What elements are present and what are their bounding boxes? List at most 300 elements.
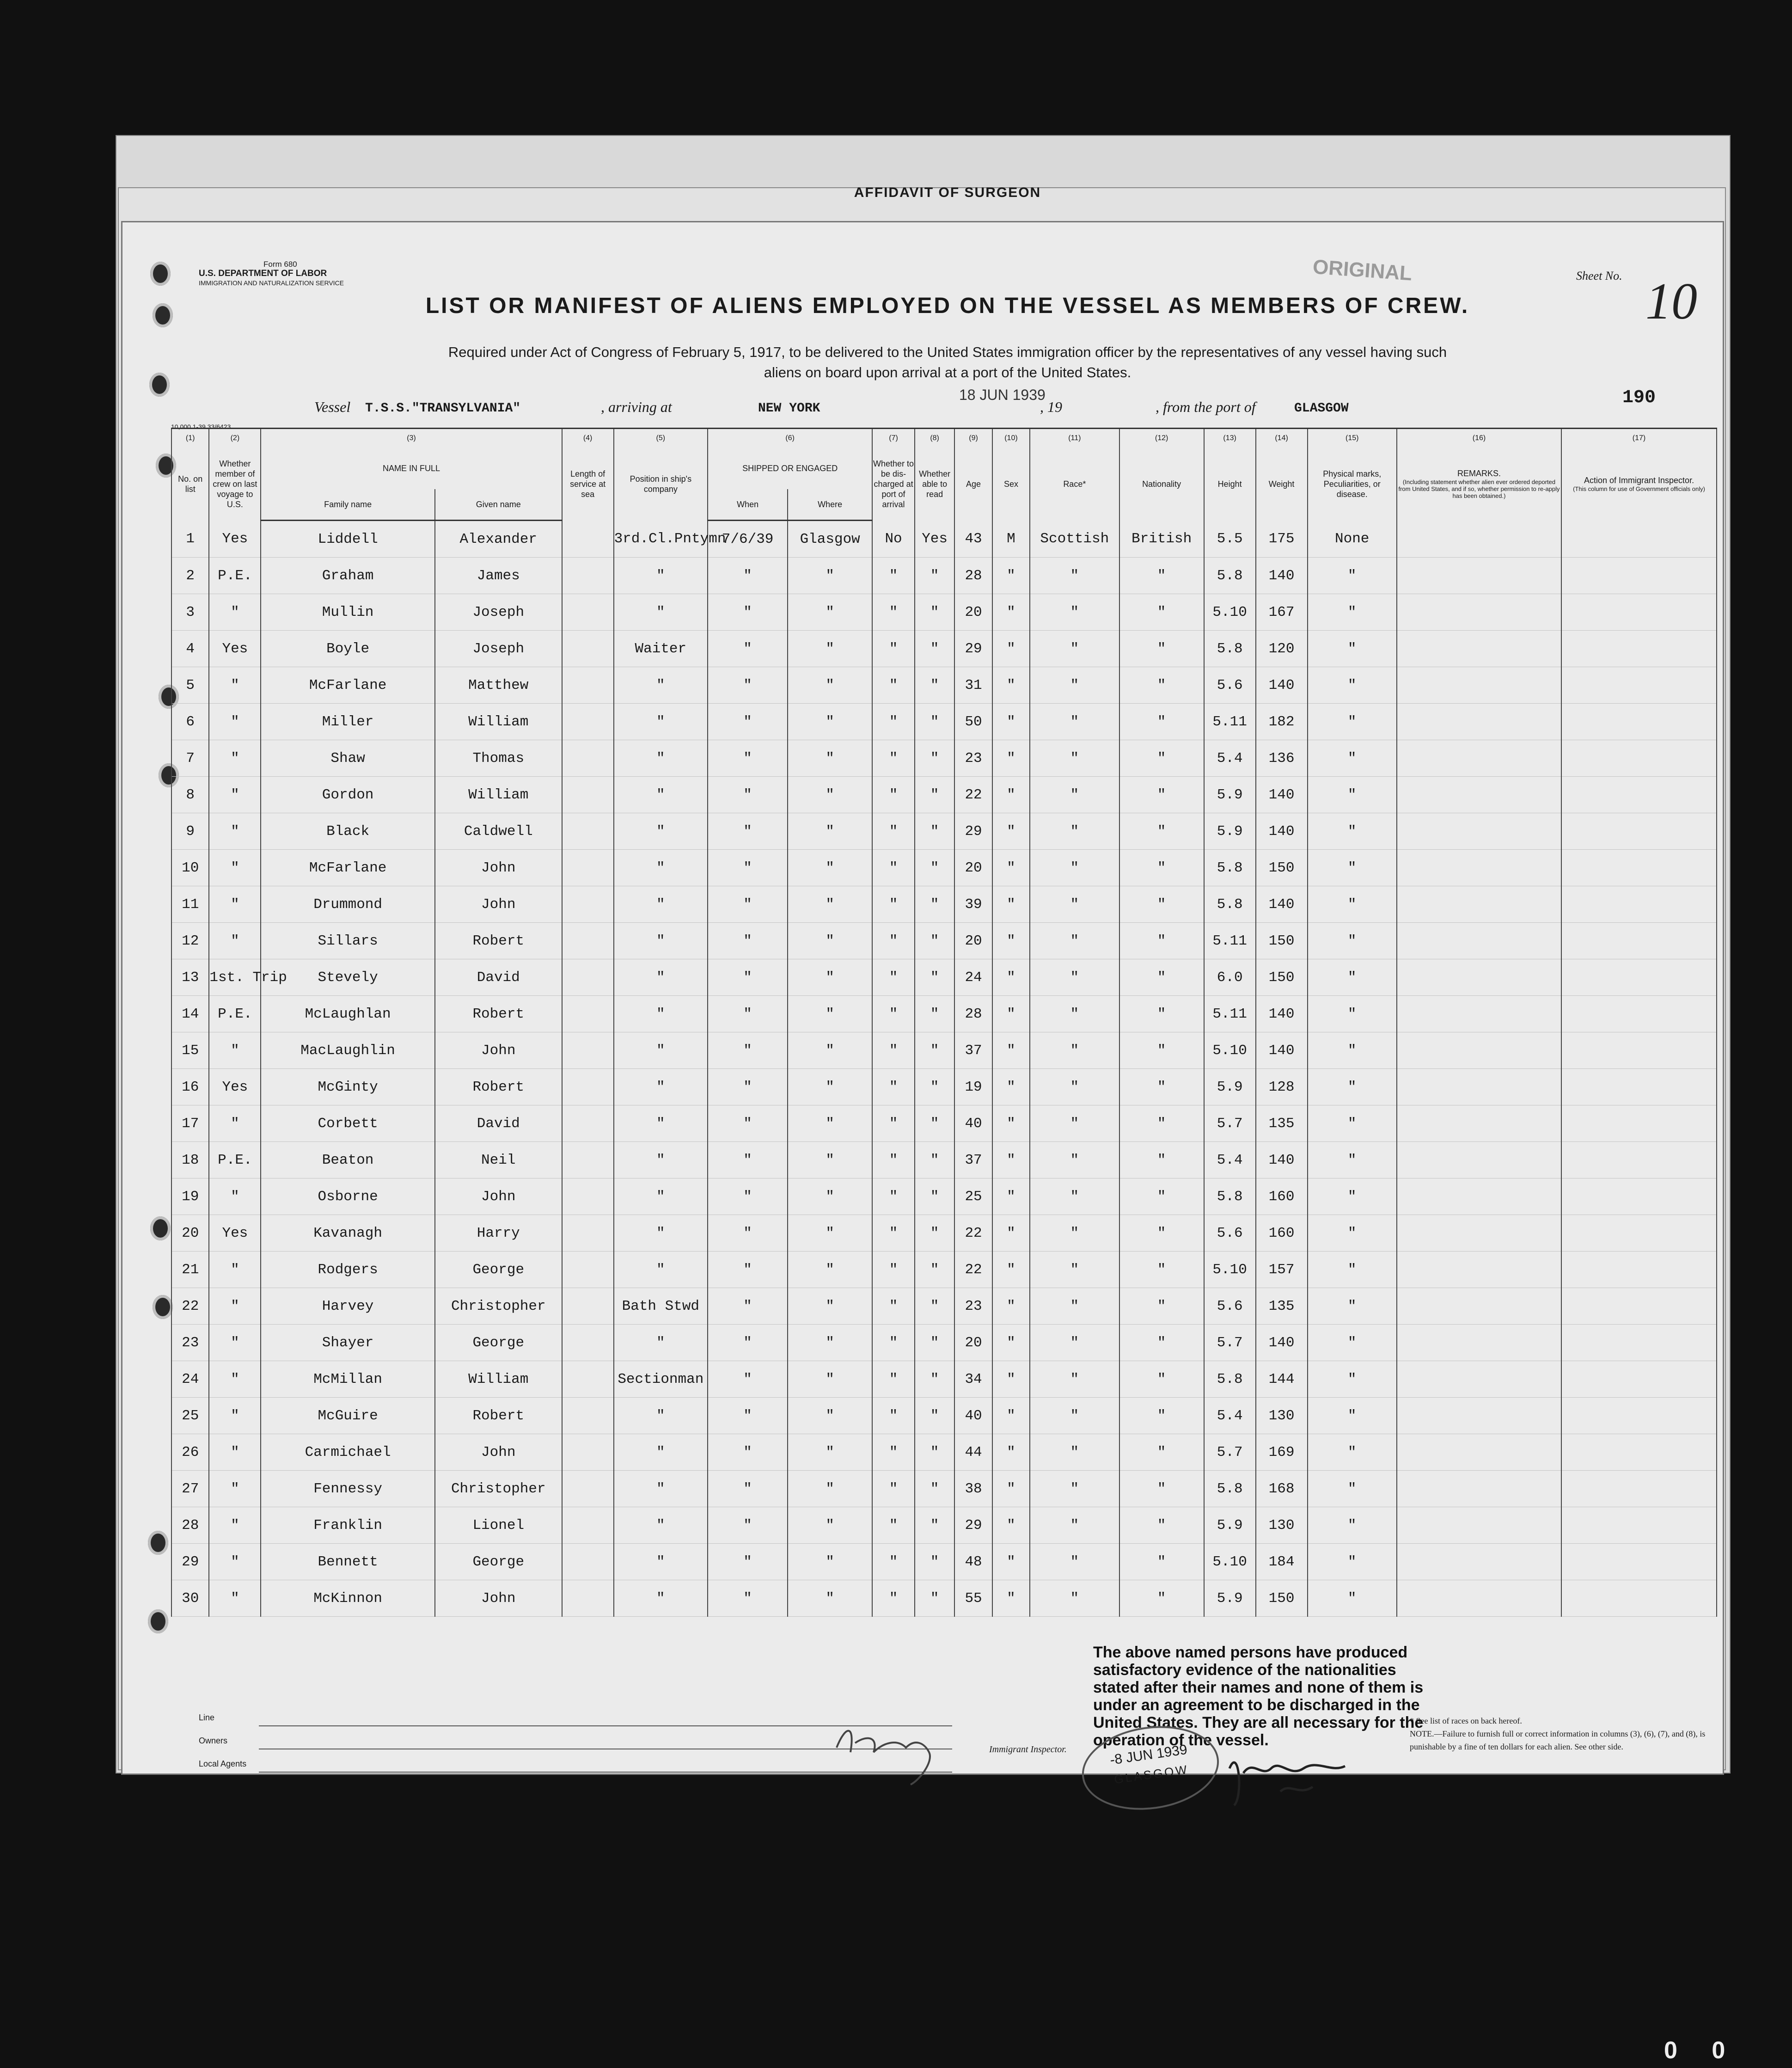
cell-voyage: " (209, 1471, 261, 1507)
cell-age: 23 (954, 740, 992, 777)
cell-no: 7 (171, 740, 209, 777)
cell-when: " (708, 1325, 788, 1361)
cell-when: " (708, 558, 788, 594)
cell-service (562, 1398, 614, 1434)
cell-voyage: " (209, 740, 261, 777)
cell-weight: 140 (1256, 667, 1308, 704)
cell-remarks (1397, 1507, 1561, 1544)
cell-no: 27 (171, 1471, 209, 1507)
cell-race: " (1030, 1252, 1119, 1288)
vessel-line (314, 399, 1701, 422)
cell-read: " (915, 704, 955, 740)
binder-hole (153, 1295, 173, 1319)
cell-height: 5.6 (1204, 1288, 1256, 1325)
cell-no: 20 (171, 1215, 209, 1252)
cell-sex: " (992, 850, 1030, 886)
inspector-label: Immigrant Inspector. (989, 1744, 1067, 1755)
cell-family: McKinnon (261, 1580, 435, 1617)
cell-when: " (708, 850, 788, 886)
cell-position: " (614, 1471, 708, 1507)
cell-read: " (915, 1288, 955, 1325)
cell-race: " (1030, 1105, 1119, 1142)
cell-read: " (915, 1434, 955, 1471)
cell-remarks (1397, 777, 1561, 813)
cell-family: Kavanagh (261, 1215, 435, 1252)
cell-marks: None (1308, 521, 1397, 558)
cell-voyage: Yes (209, 1069, 261, 1105)
cell-action (1561, 667, 1717, 704)
cell-where: " (788, 1471, 872, 1507)
header-age: Age (954, 448, 992, 521)
cell-family: Black (261, 813, 435, 850)
cell-when: " (708, 704, 788, 740)
column-heading-row (171, 448, 1717, 489)
cell-height: 5.6 (1204, 667, 1256, 704)
cell-no: 24 (171, 1361, 209, 1398)
cell-where: " (788, 1252, 872, 1288)
header-able-read: Whether able to read (915, 448, 955, 521)
cell-disch: " (872, 1105, 915, 1142)
cell-height: 5.8 (1204, 850, 1256, 886)
table-row (171, 1142, 1717, 1178)
cell-weight: 136 (1256, 740, 1308, 777)
cell-position: " (614, 850, 708, 886)
cell-age: 22 (954, 1215, 992, 1252)
cell-weight: 150 (1256, 923, 1308, 959)
cell-remarks (1397, 704, 1561, 740)
cell-age: 31 (954, 667, 992, 704)
cell-sex: " (992, 1178, 1030, 1215)
cell-height: 5.4 (1204, 1142, 1256, 1178)
cell-disch: " (872, 1544, 915, 1580)
cell-age: 25 (954, 1178, 992, 1215)
cell-family: McFarlane (261, 850, 435, 886)
cell-when: " (708, 1142, 788, 1178)
cell-given: John (435, 886, 562, 923)
cell-disch: " (872, 1069, 915, 1105)
cell-race: " (1030, 704, 1119, 740)
cell-family: Miller (261, 704, 435, 740)
header-remarks (1397, 448, 1561, 521)
column-number: (9) (954, 429, 992, 448)
cell-height: 5.10 (1204, 1032, 1256, 1069)
binder-hole (150, 262, 171, 286)
cell-voyage: " (209, 667, 261, 704)
column-number: (7) (872, 429, 915, 448)
cell-height: 5.10 (1204, 594, 1256, 631)
cell-marks: " (1308, 886, 1397, 923)
cell-disch: " (872, 850, 915, 886)
cell-voyage: P.E. (209, 1142, 261, 1178)
cell-no: 8 (171, 777, 209, 813)
affidavit-heading: AFFIDAVIT OF SURGEON (854, 185, 1041, 200)
cell-service (562, 1325, 614, 1361)
cell-read: " (915, 1069, 955, 1105)
column-number: (8) (915, 429, 955, 448)
cell-read: " (915, 1178, 955, 1215)
cell-race: " (1030, 1361, 1119, 1398)
cell-action (1561, 1361, 1717, 1398)
cell-sex: " (992, 1398, 1030, 1434)
cell-service (562, 1507, 614, 1544)
cell-read: " (915, 1105, 955, 1142)
cell-action (1561, 1398, 1717, 1434)
cell-no: 14 (171, 996, 209, 1032)
cell-age: 37 (954, 1142, 992, 1178)
column-number: (14) (1256, 429, 1308, 448)
table-row (171, 1471, 1717, 1507)
cell-weight: 175 (1256, 521, 1308, 558)
cell-height: 5.8 (1204, 886, 1256, 923)
cell-service (562, 1178, 614, 1215)
cell-position: " (614, 1105, 708, 1142)
cell-remarks (1397, 959, 1561, 996)
cell-disch: " (872, 1288, 915, 1325)
cell-family: Carmichael (261, 1434, 435, 1471)
cell-where: " (788, 1178, 872, 1215)
cell-where: " (788, 558, 872, 594)
cell-weight: 140 (1256, 886, 1308, 923)
cell-position: " (614, 1325, 708, 1361)
cell-service (562, 959, 614, 996)
cell-action (1561, 558, 1717, 594)
cell-age: 39 (954, 886, 992, 923)
cell-service (562, 1471, 614, 1507)
cell-when: " (708, 1215, 788, 1252)
cell-disch: " (872, 959, 915, 996)
header-race: Race* (1030, 448, 1119, 521)
cell-service (562, 1361, 614, 1398)
cell-height: 5.11 (1204, 923, 1256, 959)
binder-hole (153, 303, 173, 327)
cell-sex: " (992, 1507, 1030, 1544)
cell-given: John (435, 1434, 562, 1471)
cell-action (1561, 1507, 1717, 1544)
cell-no: 28 (171, 1507, 209, 1544)
cell-position: " (614, 594, 708, 631)
cell-height: 5.7 (1204, 1105, 1256, 1142)
remarks-title: REMARKS. (1457, 469, 1501, 479)
cell-sex: " (992, 886, 1030, 923)
cell-height: 5.8 (1204, 631, 1256, 667)
cell-family: MacLaughlin (261, 1032, 435, 1069)
cell-when: " (708, 923, 788, 959)
binder-hole (148, 1609, 168, 1633)
cell-marks: " (1308, 1069, 1397, 1105)
cell-nat: " (1119, 1434, 1204, 1471)
cell-where: " (788, 813, 872, 850)
cell-where: " (788, 1434, 872, 1471)
cell-where: " (788, 1142, 872, 1178)
cell-nat: " (1119, 667, 1204, 704)
cell-when: " (708, 740, 788, 777)
cell-age: 28 (954, 558, 992, 594)
cell-service (562, 850, 614, 886)
cell-when: " (708, 1178, 788, 1215)
department-name: U.S. DEPARTMENT OF LABOR (199, 269, 327, 278)
cell-service (562, 594, 614, 631)
cell-service (562, 1105, 614, 1142)
cell-no: 15 (171, 1032, 209, 1069)
cell-family: Drummond (261, 886, 435, 923)
cell-race: " (1030, 850, 1119, 886)
cell-weight: 150 (1256, 850, 1308, 886)
cell-sex: " (992, 1434, 1030, 1471)
cell-race: " (1030, 1215, 1119, 1252)
cell-voyage: " (209, 813, 261, 850)
cell-age: 20 (954, 850, 992, 886)
cell-no: 17 (171, 1105, 209, 1142)
cell-when: " (708, 1398, 788, 1434)
subtitle-line-1: Required under Act of Congress of February 5, 1917, to be delivered to the United States immigration officer by the representatives of any vessel having such (448, 344, 1447, 360)
cell-action (1561, 959, 1717, 996)
cell-race: " (1030, 1471, 1119, 1507)
binder-hole (148, 1531, 168, 1555)
cell-nat: " (1119, 777, 1204, 813)
cell-read: " (915, 1032, 955, 1069)
cell-read: " (915, 1507, 955, 1544)
cell-nat: " (1119, 1288, 1204, 1325)
cell-read: " (915, 1142, 955, 1178)
cell-read: " (915, 1398, 955, 1434)
cell-disch: " (872, 1252, 915, 1288)
cell-nat: " (1119, 740, 1204, 777)
cell-where: " (788, 1032, 872, 1069)
cell-no: 6 (171, 704, 209, 740)
binder-hole (150, 1216, 171, 1240)
cell-where: " (788, 1105, 872, 1142)
cell-given: George (435, 1325, 562, 1361)
cell-service (562, 704, 614, 740)
cell-service (562, 1580, 614, 1617)
column-number: (12) (1119, 429, 1204, 448)
cell-given: Robert (435, 1069, 562, 1105)
cell-when: " (708, 1105, 788, 1142)
cell-read: " (915, 1580, 955, 1617)
cell-remarks (1397, 1069, 1561, 1105)
cell-disch: " (872, 1471, 915, 1507)
cell-voyage: Yes (209, 1215, 261, 1252)
cell-no: 16 (171, 1069, 209, 1105)
cell-no: 4 (171, 631, 209, 667)
cell-no: 21 (171, 1252, 209, 1288)
table-row (171, 1544, 1717, 1580)
cell-family: Shaw (261, 740, 435, 777)
subtitle (277, 342, 1618, 383)
cell-family: Graham (261, 558, 435, 594)
cell-family: McGuire (261, 1398, 435, 1434)
cell-service (562, 1252, 614, 1288)
cell-given: James (435, 558, 562, 594)
cell-voyage: " (209, 1434, 261, 1471)
cell-race: " (1030, 1580, 1119, 1617)
cell-disch: " (872, 1398, 915, 1434)
cell-marks: " (1308, 1471, 1397, 1507)
cell-height: 5.8 (1204, 1178, 1256, 1215)
table-row (171, 667, 1717, 704)
cell-service (562, 1142, 614, 1178)
cell-service (562, 1544, 614, 1580)
cell-remarks (1397, 850, 1561, 886)
cell-height: 5.10 (1204, 1252, 1256, 1288)
cell-service (562, 886, 614, 923)
cell-height: 5.9 (1204, 1069, 1256, 1105)
cell-age: 50 (954, 704, 992, 740)
cell-age: 48 (954, 1544, 992, 1580)
header-when: When (708, 489, 788, 521)
cell-read: " (915, 850, 955, 886)
cell-voyage: P.E. (209, 996, 261, 1032)
cell-nat: " (1119, 959, 1204, 996)
table-row (171, 1434, 1717, 1471)
cell-remarks (1397, 1361, 1561, 1398)
cell-sex: " (992, 1361, 1030, 1398)
cell-family: McLaughlan (261, 996, 435, 1032)
cell-remarks (1397, 1434, 1561, 1471)
cell-height: 5.11 (1204, 996, 1256, 1032)
cell-remarks (1397, 886, 1561, 923)
cell-family: Boyle (261, 631, 435, 667)
cell-when: " (708, 777, 788, 813)
cell-remarks (1397, 594, 1561, 631)
cell-read: " (915, 631, 955, 667)
cell-when: " (708, 1032, 788, 1069)
cell-where: " (788, 1580, 872, 1617)
cell-height: 5.9 (1204, 813, 1256, 850)
cell-marks: " (1308, 1032, 1397, 1069)
cell-marks: " (1308, 1105, 1397, 1142)
cell-given: John (435, 1032, 562, 1069)
cell-weight: 150 (1256, 959, 1308, 996)
cell-race: " (1030, 1069, 1119, 1105)
cell-height: 5.10 (1204, 1544, 1256, 1580)
cell-disch: " (872, 777, 915, 813)
cell-given: John (435, 1580, 562, 1617)
vessel-name: T.S.S."TRANSYLVANIA" (365, 401, 521, 416)
cell-age: 38 (954, 1471, 992, 1507)
column-number: (4) (562, 429, 614, 448)
cell-marks: " (1308, 704, 1397, 740)
cell-no: 22 (171, 1288, 209, 1325)
cell-position: " (614, 1252, 708, 1288)
header-action (1561, 448, 1717, 521)
cell-disch: " (872, 1142, 915, 1178)
cell-given: Harry (435, 1215, 562, 1252)
cell-read: " (915, 1361, 955, 1398)
cell-weight: 157 (1256, 1252, 1308, 1288)
cell-weight: 135 (1256, 1288, 1308, 1325)
cell-action (1561, 1178, 1717, 1215)
cell-service (562, 777, 614, 813)
cell-weight: 135 (1256, 1105, 1308, 1142)
cell-family: Fennessy (261, 1471, 435, 1507)
cell-remarks (1397, 558, 1561, 594)
cell-remarks (1397, 1215, 1561, 1252)
cell-sex: " (992, 996, 1030, 1032)
cell-height: 5.9 (1204, 777, 1256, 813)
cell-given: Alexander (435, 521, 562, 558)
table-row (171, 1069, 1717, 1105)
table-row (171, 594, 1717, 631)
table-row (171, 813, 1717, 850)
nationality-affidavit: The above named persons have produced satisfactory evidence of the nationalities stated after their names and none of them is under an agreement to be discharged in the United States. They are all necessary for the operation of the vessel. (1093, 1644, 1424, 1749)
table-row (171, 1288, 1717, 1325)
cell-voyage: " (209, 1507, 261, 1544)
cell-voyage: " (209, 1288, 261, 1325)
cell-where: " (788, 1544, 872, 1580)
cell-no: 12 (171, 923, 209, 959)
cell-where: " (788, 1325, 872, 1361)
cell-no: 3 (171, 594, 209, 631)
cell-position: " (614, 813, 708, 850)
cell-sex: " (992, 1580, 1030, 1617)
cell-read: " (915, 594, 955, 631)
cell-nat: " (1119, 996, 1204, 1032)
cell-weight: 128 (1256, 1069, 1308, 1105)
cell-age: 20 (954, 1325, 992, 1361)
table-row (171, 1178, 1717, 1215)
table-row (171, 521, 1717, 558)
cell-weight: 150 (1256, 1580, 1308, 1617)
cell-no: 9 (171, 813, 209, 850)
cell-service (562, 1032, 614, 1069)
cell-marks: " (1308, 1252, 1397, 1288)
cell-remarks (1397, 631, 1561, 667)
cell-action (1561, 1105, 1717, 1142)
cell-race: " (1030, 558, 1119, 594)
cell-where: " (788, 704, 872, 740)
cell-given: Thomas (435, 740, 562, 777)
cell-weight: 182 (1256, 704, 1308, 740)
cell-disch: " (872, 1215, 915, 1252)
cell-weight: 160 (1256, 1178, 1308, 1215)
cell-height: 5.9 (1204, 1580, 1256, 1617)
header-where: Where (788, 489, 872, 521)
cell-voyage: " (209, 1252, 261, 1288)
cell-nat: " (1119, 704, 1204, 740)
cell-when: " (708, 813, 788, 850)
cell-sex: " (992, 813, 1030, 850)
cell-action (1561, 996, 1717, 1032)
column-number: (1) (171, 429, 209, 448)
cell-action (1561, 1288, 1717, 1325)
cell-voyage: " (209, 594, 261, 631)
from-label: , from the port of (1156, 399, 1256, 415)
cell-family: Gordon (261, 777, 435, 813)
header-discharged: Whether to be dis- charged at port of arrival (872, 448, 915, 521)
cell-position: " (614, 1032, 708, 1069)
cell-position: " (614, 777, 708, 813)
stamp-date: -8 JUN 1939 (1109, 1742, 1188, 1768)
cell-remarks (1397, 1288, 1561, 1325)
column-number: (6) (708, 429, 872, 448)
cell-read: " (915, 558, 955, 594)
cell-race: " (1030, 1325, 1119, 1361)
print-code: 10,000 1-39 33/6423 (171, 423, 231, 430)
cell-given: Neil (435, 1142, 562, 1178)
cell-voyage: P.E. (209, 558, 261, 594)
cell-sex: " (992, 1325, 1030, 1361)
cell-sex: " (992, 667, 1030, 704)
cell-where: " (788, 777, 872, 813)
cell-remarks (1397, 923, 1561, 959)
cell-given: Caldwell (435, 813, 562, 850)
cell-remarks (1397, 667, 1561, 704)
cell-age: 34 (954, 1361, 992, 1398)
cell-race: " (1030, 1288, 1119, 1325)
cell-age: 55 (954, 1580, 992, 1617)
cell-service (562, 740, 614, 777)
